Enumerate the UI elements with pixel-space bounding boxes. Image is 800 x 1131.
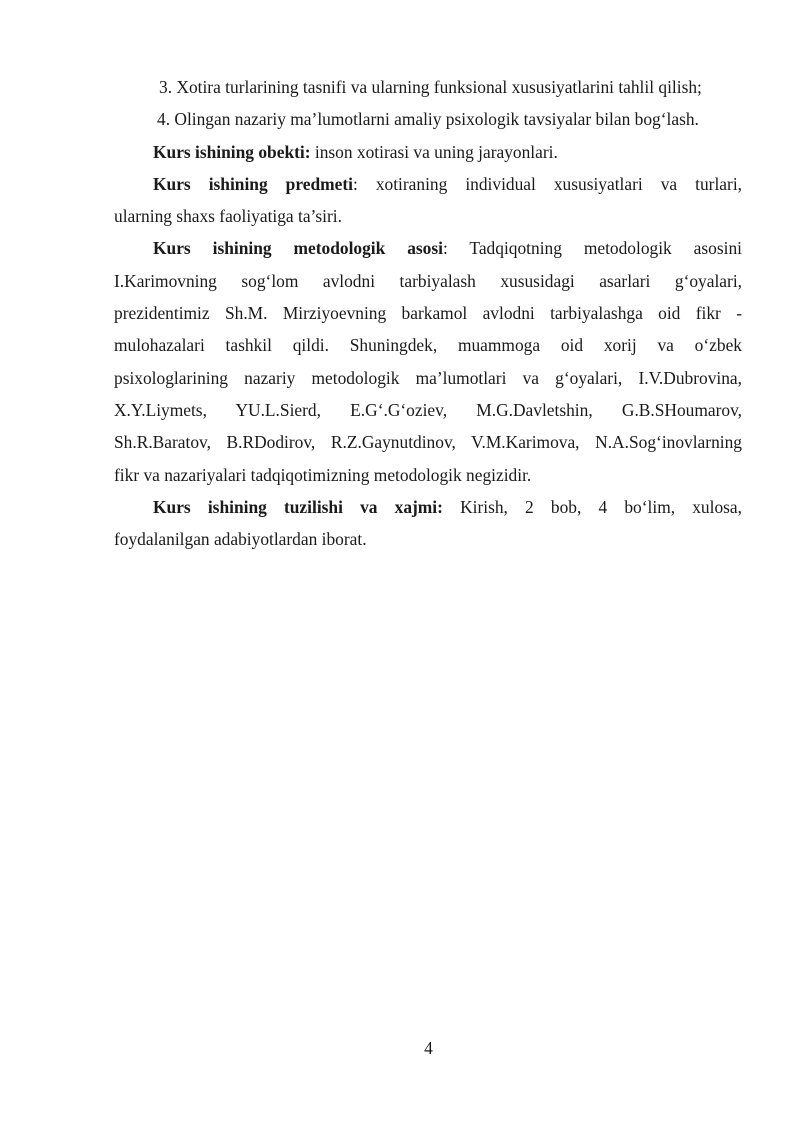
obekt-text: inson xotirasi va uning jarayonlari. bbox=[310, 141, 558, 162]
tuzilishi-line-2: foydalanilgan adabiyotlardan iborat. bbox=[114, 529, 367, 550]
obekt-paragraph bbox=[114, 136, 742, 168]
task-item-4: 4. Olingan nazariy ma’lumotlarni amaliy psixologik tavsiyalar bilan bog‘lash. bbox=[157, 109, 699, 130]
metodologik-line-8: fikr va nazariyalari tadqiqotimizning metodologik negizidir. bbox=[114, 464, 532, 485]
metodologik-line-6: X.Y.Liymets, YU.L.Sierd, E.G‘.G‘oziev, M.G.Davletshin, G.B.SHoumarov, bbox=[114, 399, 742, 420]
obekt-label: Kurs ishining obekti: bbox=[153, 141, 311, 162]
metodologik-text-1: : Tadqiqotning metodologik asosini bbox=[442, 238, 742, 259]
predmet-text-1: : xotiraning individual xususiyatlari va turlari, bbox=[352, 173, 742, 194]
task-item-3: 3. Xotira turlarining tasnifi va ularning funksional xususiyatlarini tahlil qilish; bbox=[159, 77, 702, 97]
metodologik-line-3: prezidentimiz Sh.M. Mirziyoevning barkamol avlodni tarbiyalashga oid fikr - bbox=[114, 303, 742, 324]
metodologik-line-4: mulohazalari tashkil qildi. Shuningdek, muammoga oid xorij va o‘zbek bbox=[114, 335, 742, 356]
metodologik-line-7: Sh.R.Baratov, B.RDodirov, R.Z.Gaynutdinov, V.M.Karimova, N.A.Sog‘inovlarning bbox=[114, 432, 742, 453]
document-body bbox=[114, 71, 742, 555]
predmet-line-1 bbox=[114, 168, 742, 200]
metodologik-label: Kurs ishining metodologik asosi bbox=[153, 238, 443, 259]
metodologik-line-2: I.Karimovning sog‘lom avlodni tarbiyalash xususidagi asarlari g‘oyalari, bbox=[114, 270, 742, 291]
predmet-label: Kurs ishining predmeti bbox=[153, 173, 353, 194]
tuzilishi-label: Kurs ishining tuzilishi va xajmi: bbox=[153, 496, 443, 517]
predmet-line-2: ularning shaxs faoliyatiga ta’siri. bbox=[114, 206, 342, 227]
metodologik-line-5: psixologlarining nazariy metodologik ma’lumotlari va g‘oyalari, I.V.Dubrovina, bbox=[114, 367, 742, 388]
tuzilishi-text-1: Kirish, 2 bob, 4 bo‘lim, xulosa, bbox=[442, 496, 742, 517]
metodologik-line-1 bbox=[114, 232, 742, 264]
tuzilishi-line-1 bbox=[114, 491, 742, 523]
page-number: 4 bbox=[424, 1038, 433, 1058]
